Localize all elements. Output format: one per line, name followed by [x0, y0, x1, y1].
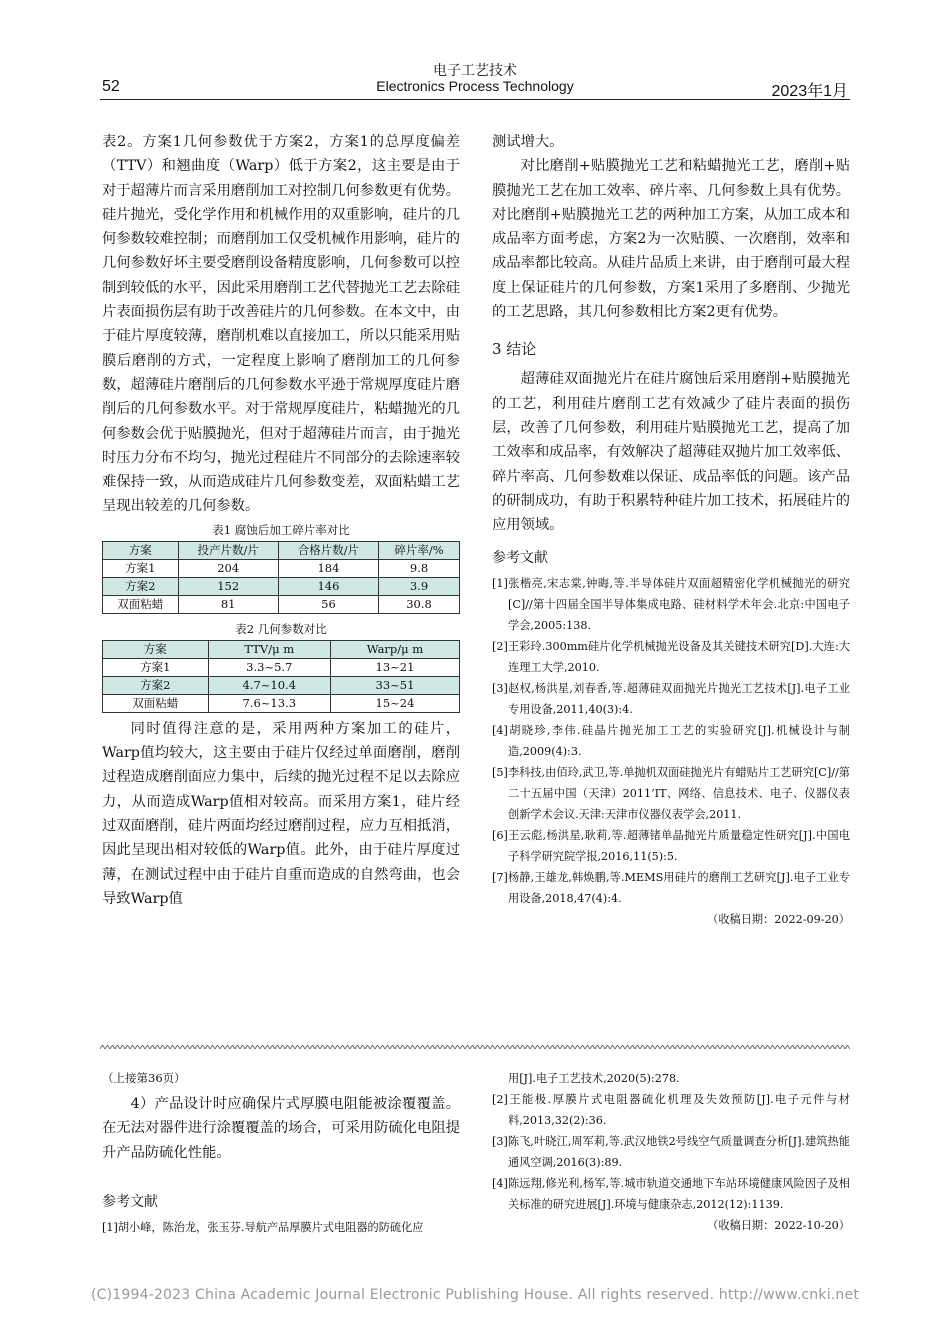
table-row — [103, 577, 460, 595]
table1 — [102, 541, 460, 614]
table-cell: 双面粘蜡 — [103, 595, 179, 613]
table-header-row — [103, 541, 460, 559]
table-cell: 56 — [278, 595, 378, 613]
reference-item: [5]李科技,由佰玲,武卫,等.单抛机双面硅抛光片有蜡贴片工艺研究[C]//第二十五届中国（天津）2011’IT、网络、信息技术、电子、仪器仪表创新学术会议.天津:天津市仪器仪表学会,2011. — [492, 766, 850, 822]
table-cell: 双面粘蜡 — [103, 694, 209, 712]
table-cell: 9.8 — [379, 559, 460, 577]
received-date: （收稿日期：2022-09-20） — [707, 913, 850, 927]
table-row — [103, 658, 460, 676]
table-cell: 方案2 — [103, 577, 179, 595]
table-cell: 3.3~5.7 — [208, 658, 330, 676]
table-cell: 146 — [278, 577, 378, 595]
section-separator — [100, 1045, 850, 1049]
table-cell: 204 — [178, 559, 278, 577]
right-column — [492, 130, 850, 930]
table-cell: 33~51 — [330, 676, 459, 694]
reference-list — [102, 1217, 460, 1238]
reference-item: [3]陈飞,叶晓江,周军莉,等.武汉地铁2号线空气质量调查分析[J].建筑热能通风空调,2016(3):89. — [492, 1135, 850, 1169]
references-title: 参考文献 — [102, 1193, 158, 1210]
body-paragraph: 对比磨削+贴膜抛光工艺和粘蜡抛光工艺，磨削+贴膜抛光工艺在加工效率、碎片率、几何参数上具有优势。对比磨削+贴膜抛光工艺的两种加工方案，从加工成本和成品率方面考虑，方案2为一次贴膜、一次磨削，效率和成品率都比较高。从硅片品质上来讲，由于磨削可最大程度上保证硅片的几何参数，方案1采用了多磨削、少抛光的工艺思路，其几何参数相比方案2更有优势。 — [492, 158, 850, 321]
table-cell: 方案2 — [103, 676, 209, 694]
table-header: 方案 — [103, 541, 179, 559]
reference-item: [3]赵权,杨洪星,刘春香,等.超薄硅双面抛光片抛光工艺技术[J].电子工业专用设备,2011,40(3):4. — [492, 682, 850, 717]
reference-list — [492, 573, 850, 930]
page-number: 52 — [102, 78, 120, 95]
table-header: 碎片率/% — [379, 541, 460, 559]
reference-item: [2]王能极.厚膜片式电阻器硫化机理及失效预防[J].电子元件与材料,2013,32(2):36. — [492, 1093, 850, 1127]
table-cell: 4.7~10.4 — [208, 676, 330, 694]
table-cell: 30.8 — [379, 595, 460, 613]
section-title: 3 结论 — [492, 340, 537, 359]
table-header: 合格片数/片 — [278, 541, 378, 559]
table-header: 投产片数/片 — [178, 541, 278, 559]
left-column — [102, 130, 460, 911]
table-cell: 3.9 — [379, 577, 460, 595]
table-row — [103, 694, 460, 712]
journal-title-en: Electronics Process Technology — [376, 78, 574, 94]
table-row — [103, 595, 460, 613]
header-rule — [100, 99, 850, 100]
received-date: （收稿日期：2022-10-20） — [707, 1219, 850, 1232]
body-paragraph: 表2。方案1几何参数优于方案2，方案1的总厚度偏差（TTV）和翘曲度（Warp）低于方案2，这主要是由于对于超薄片而言采用磨削加工对控制几何参数更有优势。硅片抛光，受化学作用和机械作用的双重影响，硅片的几何参数较难控制；而磨削加工仅受机械作用影响，硅片的几何参数好坏主要受磨削设备精度影响，几何参数可以控制到较低的水平，因此采用磨削工艺代替抛光工艺去除硅片表面损伤层有助于改善硅片的几何参数。在本文中，由于硅片厚度较薄，磨削机难以直接加工，所以只能采用贴膜后磨削的方式，一定程度上影响了磨削加工的几何参数，超薄硅片磨削后的几何参数水平逊于常规厚度硅片磨削后的几何参数水平。对于常规厚度硅片，粘蜡抛光的几何参数会优于贴膜抛光，但对于超薄硅片而言，由于抛光时压力分布不均匀，抛光过程硅片不同部分的去除速率较难保持一致，从而造成硅片几何参数变差，双面粘蜡工艺呈现出较差的几何参数。 — [102, 134, 460, 515]
table-row — [103, 559, 460, 577]
continued-article-left — [102, 1068, 460, 1238]
table-header: Warp/μ m — [330, 640, 459, 658]
table-cell: 方案1 — [103, 559, 179, 577]
reference-item-continued: 用[J].电子工艺技术,2020(5):278. — [508, 1072, 680, 1085]
table-cell: 方案1 — [103, 658, 209, 676]
body-paragraph: 超薄硅双面抛光片在硅片腐蚀后采用磨削+贴膜抛光的工艺，利用硅片磨削工艺有效减少了硅片表面的损伤层，改善了几何参数，利用硅片贴膜抛光工艺，提高了加工效率和成品率，有效解决了超薄硅双抛片加工效率低、碎片率高、几何参数难以保证、成品率低的问题。该产品的研制成功，有助于积累特种硅片加工技术，拓展硅片的应用领域。 — [492, 371, 850, 534]
table-cell: 184 — [278, 559, 378, 577]
table-header-row — [103, 640, 460, 658]
body-paragraph: 同时值得注意的是，采用两种方案加工的硅片，Warp值均较大，这主要由于硅片仅经过单面磨削，磨削过程造成磨削面应力集中，后续的抛光过程不足以去除应力，从而造成Warp值相对较高。而采用方案1，硅片经过双面磨削，硅片两面均经过磨削过程，应力互相抵消，因此呈现出相对较低的Warp值。此外，由于硅片厚度过薄，在测试过程中由于硅片自重而造成的自然弯曲，也会导致Warp值 — [102, 720, 460, 907]
reference-item: [6]王云彪,杨洪星,耿莉,等.超薄锗单晶抛光片质量稳定性研究[J].中国电子科学研究院学报,2016,11(5):5. — [492, 829, 850, 864]
reference-item: [4]陈远翔,修光利,杨军,等.城市轨道交通地下车站环境健康风险因子及相关标准的研究进展[J].环境与健康杂志,2012(12):1139. — [492, 1177, 850, 1211]
body-paragraph: 测试增大。 — [492, 134, 564, 150]
table2 — [102, 640, 460, 713]
table-cell: 13~21 — [330, 658, 459, 676]
reference-item: [7]杨静,王雄龙,韩焕鹏,等.MEMS用硅片的磨削工艺研究[J].电子工业专用设备,2018,47(4):4. — [492, 871, 850, 906]
reference-list — [492, 1068, 850, 1236]
table-cell: 152 — [178, 577, 278, 595]
table-cell: 7.6~13.3 — [208, 694, 330, 712]
issue-date: 2023年1月 — [771, 83, 848, 100]
reference-item: [4]胡晓珍,李伟.硅晶片抛光加工工艺的实验研究[J].机械设计与制造,2009(4):3. — [492, 724, 850, 759]
copyright-footer: (C)1994-2023 China Academic Journal Electronic Publishing House. All rights reserved. http://www.cnki.net — [90, 1287, 860, 1303]
continued-article-right — [492, 1068, 850, 1236]
table-row — [103, 676, 460, 694]
table-header: 方案 — [103, 640, 209, 658]
continued-from-label: （上接第36页） — [102, 1071, 186, 1085]
reference-item: [2]王彩玲.300mm硅片化学机械抛光设备及其关键技术研究[D].大连:大连理工大学,2010. — [492, 640, 850, 675]
table2-caption: 表2 几何参数对比 — [235, 621, 327, 636]
body-paragraph: 4）产品设计时应确保片式厚膜电阻能被涂覆覆盖。在无法对器件进行涂覆覆盖的场合，可采用防硫化电阻提升产品防硫化性能。 — [102, 1096, 460, 1161]
table-cell: 81 — [178, 595, 278, 613]
reference-item: [1]张楷亮,宋志棠,钟晦,等.半导体硅片双面超精密化学机械抛光的研究[C]//第十四届全国半导体集成电路、硅材料学术年会.北京:中国电子学会,2005:138. — [492, 577, 850, 633]
table-header: TTV/μ m — [208, 640, 330, 658]
journal-title-cn: 电子工艺技术 — [433, 62, 517, 78]
table-cell: 15~24 — [330, 694, 459, 712]
references-title: 参考文献 — [492, 550, 548, 567]
reference-item: [1]胡小峰，陈治龙，张玉芬.导航产品厚膜片式电阻器的防硫化应 — [102, 1220, 424, 1234]
table1-caption: 表1 腐蚀后加工碎片率对比 — [212, 522, 350, 537]
